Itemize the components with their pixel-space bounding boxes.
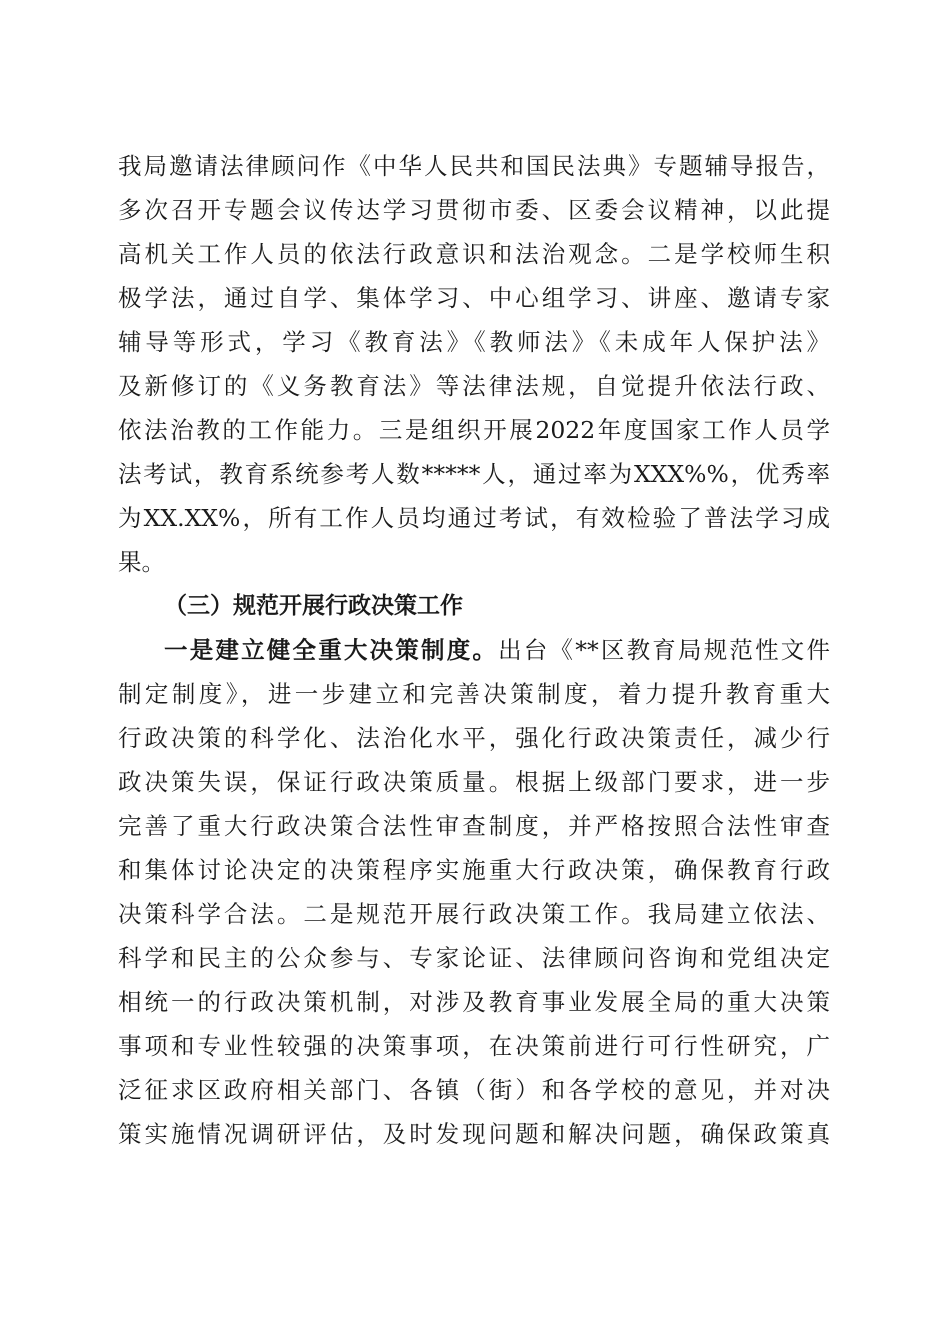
body-text-line: 泛征求区政府相关部门、各镇（街）和各学校的意见，并对决 bbox=[118, 1076, 830, 1104]
body-text-line: 制定制度》，进一步建立和完善决策制度，着力提升教育重大 bbox=[118, 680, 830, 708]
body-text-line: 高机关工作人员的依法行政意识和法治观念。二是学校师生积 bbox=[118, 240, 830, 268]
body-text-line: 行政决策的科学化、法治化水平，强化行政决策责任，减少行 bbox=[118, 724, 830, 752]
bold-lead-text: 一是建立健全重大决策制度。 bbox=[164, 636, 499, 664]
body-text-line: 依法治教的工作能力。三是组织开展2022年度国家工作人员学 bbox=[118, 416, 830, 444]
body-text-line: 策实施情况调研评估，及时发现问题和解决问题，确保政策真 bbox=[118, 1120, 830, 1148]
body-text-line: 决策科学合法。二是规范开展行政决策工作。我局建立依法、 bbox=[118, 900, 830, 928]
body-text-line: 我局邀请法律顾问作《中华人民共和国民法典》专题辅导报告， bbox=[118, 152, 830, 180]
body-text-line: 及新修订的《义务教育法》等法律法规，自觉提升依法行政、 bbox=[118, 372, 830, 400]
body-text-line: 为XX.XX%，所有工作人员均通过考试，有效检验了普法学习成 bbox=[118, 504, 830, 532]
lead-rest-text: 出台《**区教育局规范性文件 bbox=[498, 636, 831, 664]
body-text-line: 果。 bbox=[118, 548, 165, 576]
section-heading: （三）规范开展行政决策工作 bbox=[164, 593, 463, 619]
body-text-line: 和集体讨论决定的决策程序实施重大行政决策，确保教育行政 bbox=[118, 856, 830, 884]
body-text-line: 法考试，教育系统参考人数*****人，通过率为XXX%%，优秀率 bbox=[118, 460, 830, 488]
body-text-line: 辅导等形式，学习《教育法》《教师法》《未成年人保护法》 bbox=[118, 328, 830, 356]
body-text-line: 事项和专业性较强的决策事项，在决策前进行可行性研究，广 bbox=[118, 1032, 830, 1060]
body-text-line: 相统一的行政决策机制，对涉及教育事业发展全局的重大决策 bbox=[118, 988, 830, 1016]
body-text-line: 政决策失误，保证行政决策质量。根据上级部门要求，进一步 bbox=[118, 768, 830, 796]
body-text-line: 科学和民主的公众参与、专家论证、法律顾问咨询和党组决定 bbox=[118, 944, 830, 972]
body-text-line: 完善了重大行政决策合法性审查制度，并严格按照合法性审查 bbox=[118, 812, 830, 840]
body-text-line: 极学法，通过自学、集体学习、中心组学习、讲座、邀请专家 bbox=[118, 284, 830, 312]
paragraph-first-line bbox=[164, 630, 830, 670]
body-text-line: 多次召开专题会议传达学习贯彻市委、区委会议精神，以此提 bbox=[118, 196, 830, 224]
